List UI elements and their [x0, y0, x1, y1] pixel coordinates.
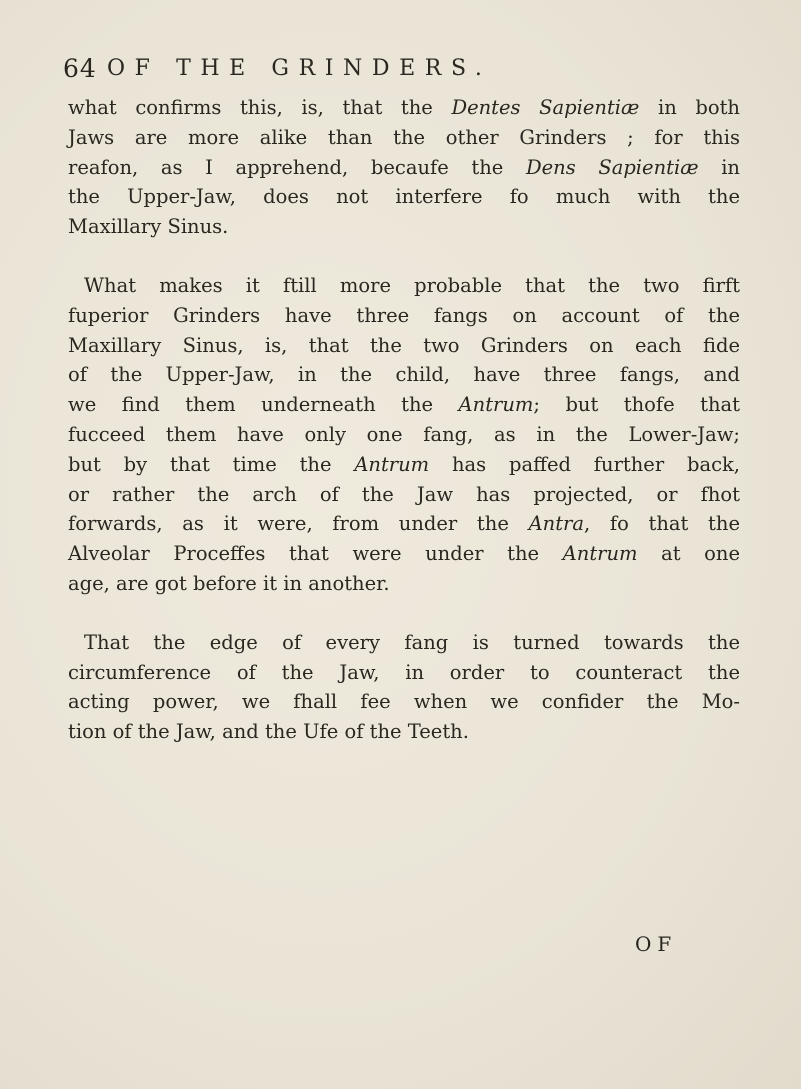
- text-line: age, are got before it in another.: [68, 571, 390, 595]
- text-line: circumference of the Jaw, in order to counteract the: [68, 660, 740, 684]
- paragraph-gap: [68, 599, 740, 628]
- text-line: What makes it ftill more probable that the two firft: [84, 273, 740, 297]
- text-line: acting power, we fhall fee when we confider the Mo-: [68, 690, 740, 714]
- italic-term: Antrum: [458, 393, 534, 417]
- text-line: but by that time the Antrum has paffed further back,: [68, 452, 741, 476]
- text-line: forwards, as it were, from under the Antra, fo that the: [68, 512, 740, 536]
- paragraph: [68, 93, 740, 242]
- text-line: or rather the arch of the Jaw has projected, or fhot: [68, 482, 740, 506]
- catchword: OF: [635, 932, 678, 956]
- text-line: what confirms this, is, that the Dentes Sapientiæ in both: [68, 96, 740, 119]
- page-number: 64: [63, 54, 97, 83]
- italic-term: Dens Sapientiæ: [525, 155, 699, 179]
- text-line: Maxillary Sinus, is, that the two Grinders on each fide: [68, 333, 740, 357]
- page-header: [63, 54, 743, 90]
- italic-term: Antra: [528, 512, 584, 536]
- italic-term: Antrum: [562, 542, 638, 566]
- body-text: [68, 93, 740, 747]
- text-line: Alveolar Proceffes that were under the Antrum at one: [68, 542, 740, 566]
- text-line: reafon, as I apprehend, becaufe the Dens Sapientiæ in: [68, 155, 740, 179]
- text-line: the Upper-Jaw, does not interfere fo much with the: [68, 185, 740, 209]
- text-line: Jaws are more alike than the other Grinders ; for this: [68, 125, 740, 149]
- italic-term: Antrum: [354, 452, 430, 476]
- paragraph: [68, 628, 740, 747]
- text-line: Maxillary Sinus.: [68, 215, 229, 239]
- text-line: of the Upper-Jaw, in the child, have three fangs, and: [68, 363, 740, 387]
- running-title: OF THE GRINDERS.: [107, 56, 492, 81]
- text-line: That the edge of every fang is turned towards the: [84, 630, 740, 654]
- text-line: tion of the Jaw, and the Ufe of the Teeth.: [68, 720, 469, 744]
- text-line: we find them underneath the Antrum; but thofe that: [68, 393, 740, 417]
- text-line: fucceed them have only one fang, as in the Lower-Jaw;: [68, 422, 740, 446]
- text-line: fuperior Grinders have three fangs on account of the: [68, 303, 740, 327]
- paragraph: [68, 271, 740, 599]
- italic-term: Dentes Sapientiæ: [451, 96, 640, 119]
- paragraph-gap: [68, 242, 740, 271]
